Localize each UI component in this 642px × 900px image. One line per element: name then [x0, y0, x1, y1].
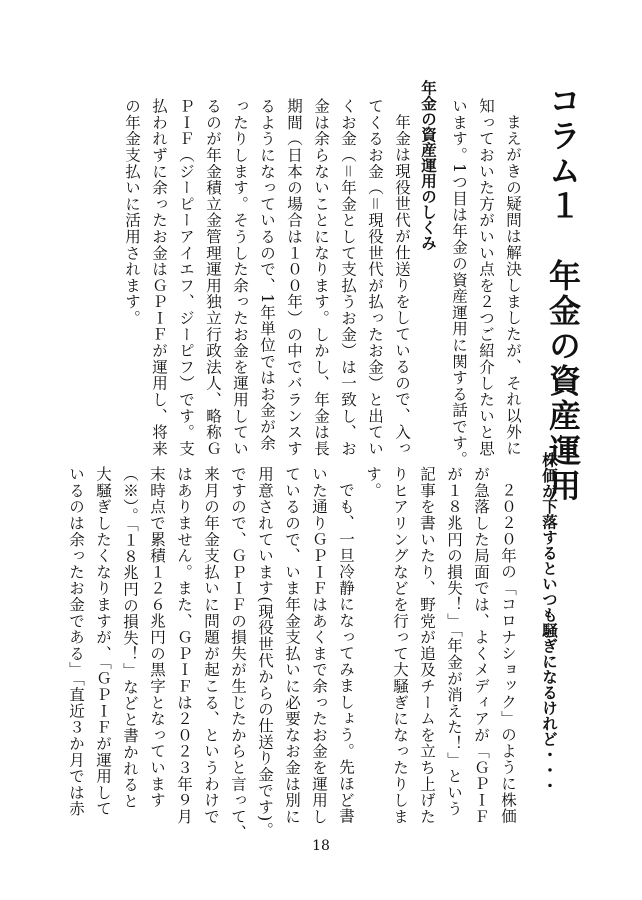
intro-line: 知っておいた方がいい点を２つご紹介したいと思 [477, 98, 495, 457]
body-line: す。 [364, 466, 382, 499]
body-line: ったりします。そうした余ったお金を運用してい [231, 98, 249, 457]
body-line: が急落した局面では、よくメディアが「ＧＰＩＦ [472, 466, 490, 825]
body-line: はありません。また、ＧＰＩＦは２０２３年９月 [175, 466, 193, 825]
body-line: 期間（日本の場合は１００年）の中でバランスす [285, 98, 303, 457]
section-heading-stock-drop: 株価が下落するといつも騒ぎになるけれど・・・ [540, 452, 558, 793]
body-line: でも、一旦冷静になってみましょう。先ほど書 [337, 481, 355, 824]
body-line: 末時点で累積１２６兆円の黒字となっています [148, 466, 166, 809]
page-title: コラム１ 年金の資産運用 [544, 84, 582, 504]
body-line: ＰＩＦ（ジーピーアイエフ、ジーピフ）です。支 [177, 98, 195, 457]
body-line: 年金は現役世代が仕送りをしているので、入っ [393, 113, 411, 456]
body-line: るようになっているので、1年単位ではお金が余 [258, 98, 276, 451]
body-line: の年金支払いに活用されます。 [123, 98, 141, 327]
body-line: 来月の年金支払いに問題が起こる、というわけで [202, 466, 220, 825]
section1-body [118, 98, 415, 457]
body-line: くお金（＝年金として支払うお金）は一致し、お [339, 98, 357, 457]
intro-line: います。1つ目は年金の資産運用に関する話です。 [450, 98, 468, 468]
body-line: 払われずに余ったお金はＧＰＩＦが運用し、将来 [150, 98, 168, 457]
body-line: が１８兆円の損失！」「年金が消えた！」という [445, 466, 463, 817]
body-line: いた通りＧＰＩＦはあくまで余ったお金を運用し [310, 466, 328, 825]
body-line: 大騒ぎしたくなりますが、「ＧＰＩＦが運用して [94, 466, 112, 817]
body-line: いるのは余ったお金である」「直近３か月では赤 [67, 466, 85, 817]
page-number: 18 [312, 838, 330, 854]
intro-line: まえがきの疑問は解決しましたが、それ以外に [504, 113, 522, 456]
body-line: ているので、いま年金支払いに必要なお金は別に [283, 466, 301, 825]
body-line: りヒアリングなどを行って大騒ぎになったりしま [391, 466, 409, 825]
body-line: ですので、ＧＰＩＦの損失が生じたからと言って、 [229, 466, 247, 841]
body-line: （※）。「１８兆円の損失！」などと書かれると [121, 466, 139, 810]
body-line: ２０２０年の「コロナショック」のように株価 [499, 481, 517, 824]
body-line: 記事を書いたり、野党が追及チームを立ち上げた [418, 466, 436, 825]
body-line: 金は余らないことになります。しかし、年金は長 [312, 98, 330, 457]
body-line: るのが年金積立金管理運用独立行政法人、略称Ｇ [204, 98, 222, 457]
body-line: 用意されています(現役世代からの仕送り金です)。 [256, 466, 274, 839]
section-heading-pension-mechanism: 年金の資産運用のしくみ [419, 80, 437, 251]
intro-paragraph [445, 98, 526, 467]
body-line: てくるお金（＝現役世代が払ったお金）と出てい [366, 98, 384, 457]
section2-body [62, 466, 521, 841]
